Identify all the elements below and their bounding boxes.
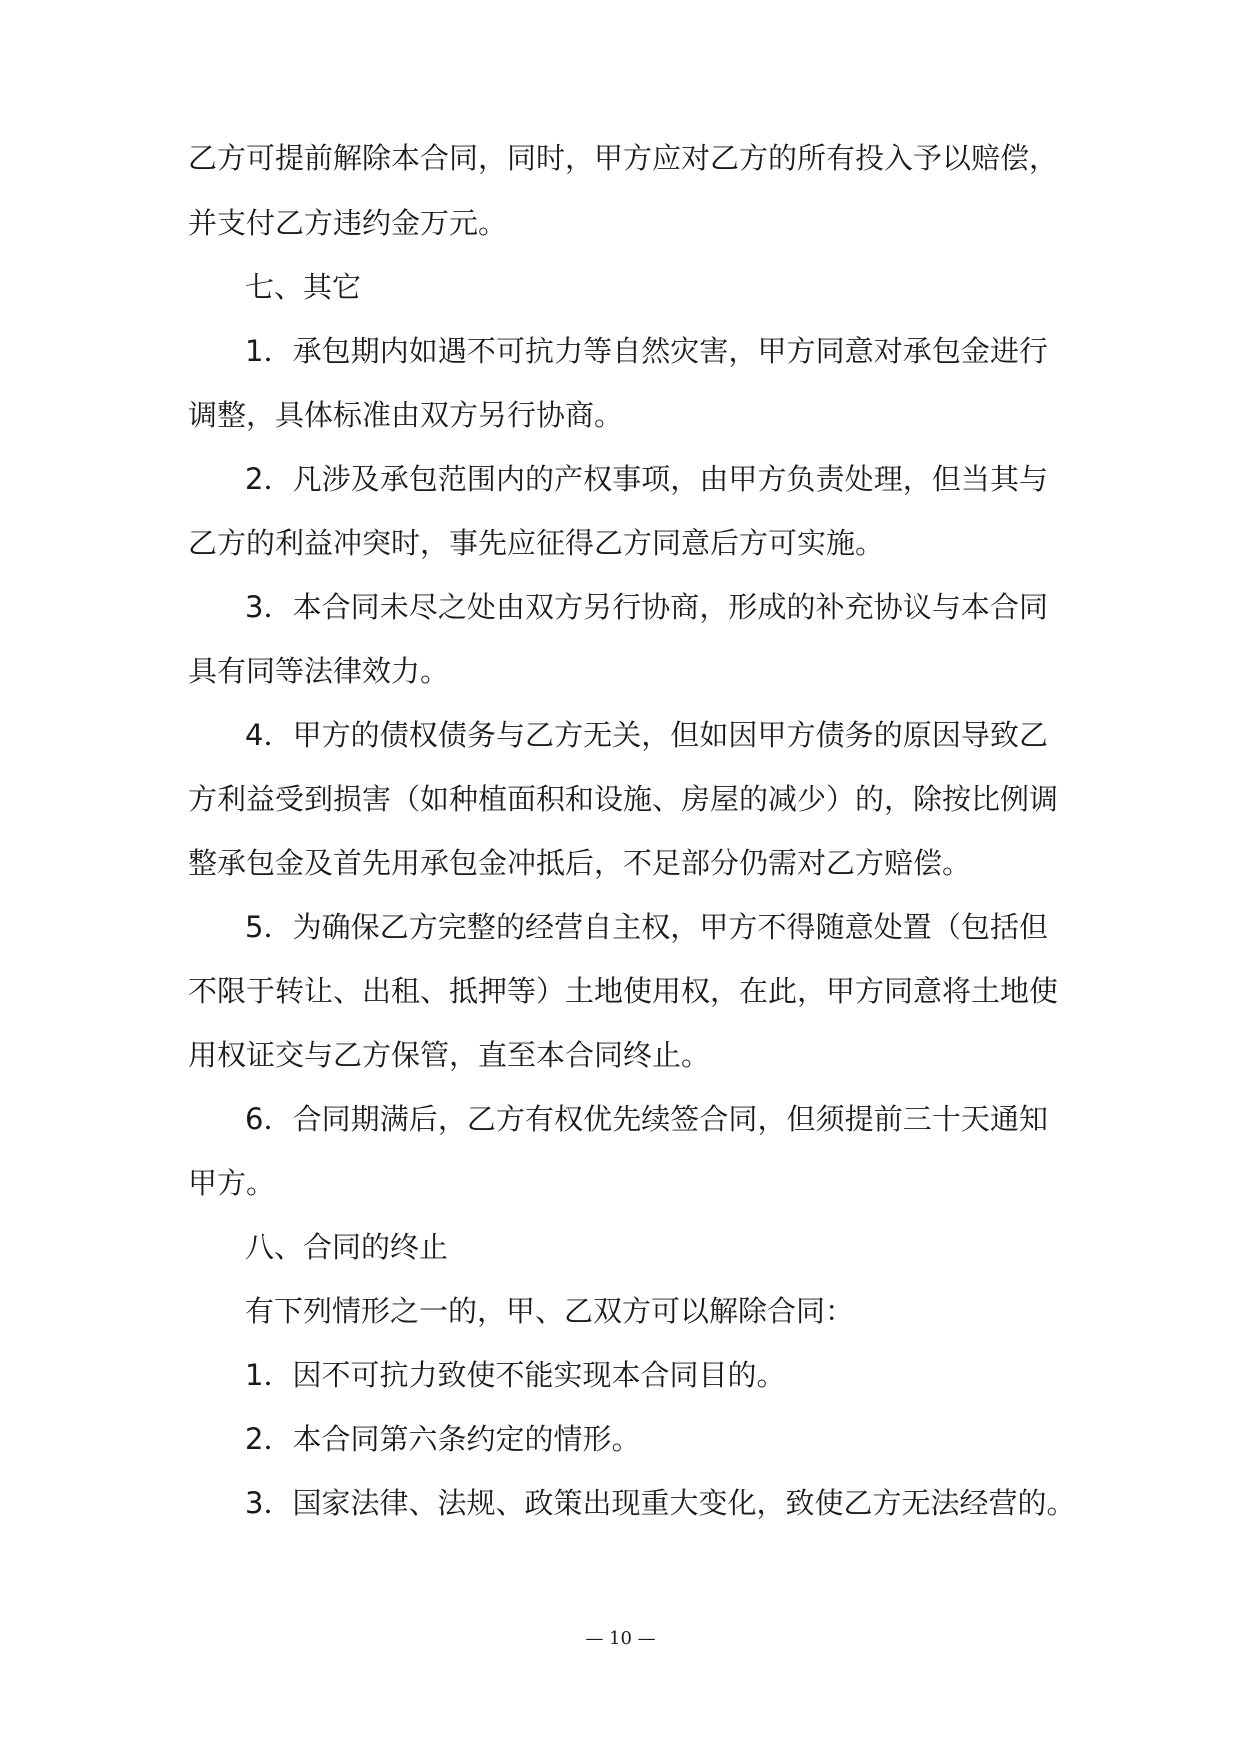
text-line: 整承包金及首先用承包金冲抵后，不足部分仍需对乙方赔偿。 [188, 846, 972, 880]
page-number: — 10 — [585, 1628, 656, 1649]
text-line: 调整，具体标准由双方另行协商。 [188, 398, 624, 432]
text-line: 有下列情形之一的，甲、乙双方可以解除合同： [245, 1294, 855, 1328]
text-line: 2．凡涉及承包范围内的产权事项，由甲方负责处理，但当其与 [245, 462, 1048, 496]
text-line: 1．因不可抗力致使不能实现本合同目的。 [245, 1358, 786, 1392]
text-line: 甲方。 [188, 1166, 276, 1200]
text-line: 用权证交与乙方保管，直至本合同终止。 [188, 1038, 711, 1072]
text-line: 2．本合同第六条约定的情形。 [245, 1422, 641, 1456]
text-line: 具有同等法律效力。 [188, 654, 450, 688]
text-line: 乙方的利益冲突时，事先应征得乙方同意后方可实施。 [188, 526, 885, 560]
text-line: 3．国家法律、法规、政策出现重大变化，致使乙方无法经营的。 [245, 1486, 1076, 1520]
section-heading: 八、合同的终止 [245, 1230, 449, 1264]
text-line: 1．承包期内如遇不可抗力等自然灾害，甲方同意对承包金进行 [245, 334, 1048, 368]
text-line: 不限于转让、出租、抵押等）土地使用权，在此，甲方同意将土地使 [188, 974, 1059, 1008]
text-line: 并支付乙方违约金万元。 [188, 206, 508, 240]
text-line: 4．甲方的债权债务与乙方无关，但如因甲方债务的原因导致乙 [245, 718, 1048, 752]
text-line: 乙方可提前解除本合同，同时，甲方应对乙方的所有投入予以赔偿， [188, 141, 1059, 175]
text-line: 方利益受到损害（如种植面积和设施、房屋的减少）的，除按比例调 [188, 782, 1059, 816]
text-line: 6．合同期满后，乙方有权优先续签合同，但须提前三十天通知 [245, 1102, 1048, 1136]
section-heading: 七、其它 [245, 270, 362, 304]
text-line: 5．为确保乙方完整的经营自主权，甲方不得随意处置（包括但 [245, 910, 1048, 944]
text-line: 3．本合同未尽之处由双方另行协商，形成的补充协议与本合同 [245, 590, 1048, 624]
